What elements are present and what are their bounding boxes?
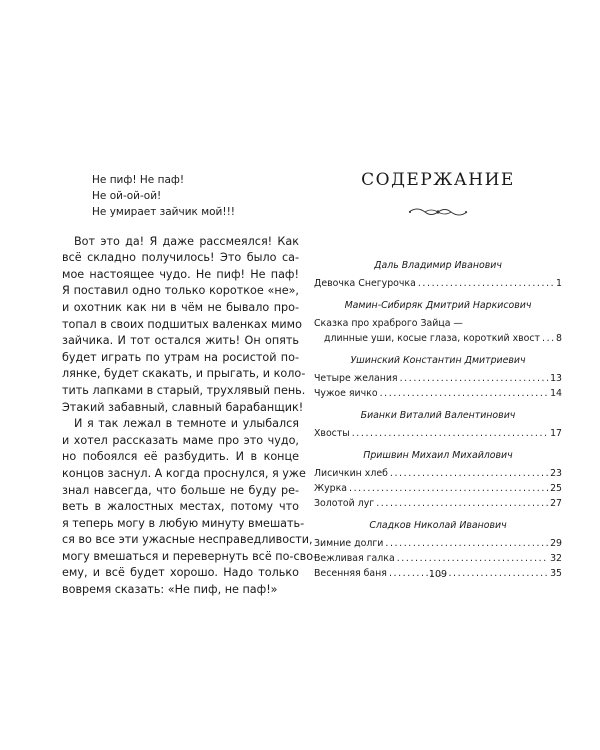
toc-entry[interactable] — [314, 496, 562, 511]
toc-entry-page: 13 — [550, 373, 562, 384]
toc-entry[interactable] — [314, 371, 562, 386]
text-line: будет играть по утрам на росистой по- — [62, 350, 299, 364]
toc-entry-page: 1 — [556, 278, 562, 289]
toc-entry-page: 14 — [550, 388, 562, 399]
toc-entry-title: Журка — [314, 483, 348, 494]
toc-title: СОДЕРЖАНИЕ — [361, 170, 515, 190]
toc-entry-title: длинные уши, косые глаза, короткий хвост — [324, 333, 541, 344]
page-number: 109 — [428, 569, 448, 580]
toc-entry-title: Четыре желания — [314, 373, 398, 384]
toc-entry[interactable] — [314, 331, 562, 346]
toc-leader — [542, 331, 554, 346]
prose — [62, 234, 318, 599]
text-line: Я поставил одно только короткое «не», — [62, 284, 299, 298]
poem-line: Не ой-ой-ой! — [92, 190, 162, 203]
text-line: я теперь могу в любую минуту вмешать- — [62, 516, 305, 530]
toc-entry[interactable] — [314, 551, 562, 566]
toc-entry[interactable] — [314, 426, 562, 441]
toc-leader — [352, 426, 548, 441]
toc-author: Сладков Николай Иванович — [369, 520, 507, 531]
text-line: лянке, будет скакать, и прыгать, и колo- — [62, 367, 306, 381]
toc-entry-title: Вежливая галка — [314, 553, 395, 564]
paragraph — [62, 416, 318, 599]
text-line: ему, и всё будет хорошо. Надо только — [62, 566, 299, 580]
toc-entry-title: Хвосты — [314, 428, 350, 439]
text-line: тить лапками в старый, трухлявый пень. — [62, 383, 306, 397]
toc-entry[interactable] — [314, 386, 562, 401]
poem — [92, 172, 299, 221]
text-line: Вот это да! Я даже рассмеялся! Как — [74, 234, 299, 248]
text-line: знал навсегда, что больше не буду ре- — [62, 483, 299, 497]
toc-leader — [400, 371, 548, 386]
poem-line: Не умирает зайчик мой!!! — [92, 206, 236, 219]
toc-leader — [380, 386, 548, 401]
toc-leader — [349, 481, 548, 496]
toc-leader — [390, 466, 548, 481]
poem-line: Не пиф! Не паф! — [92, 174, 185, 186]
toc-entry[interactable] — [314, 536, 562, 551]
ornament-icon — [407, 204, 469, 220]
toc-leader — [418, 276, 554, 291]
right-page — [314, 170, 562, 581]
toc-entry-page: 29 — [550, 538, 562, 549]
toc-entry-title: Девочка Снегурочка — [314, 278, 416, 289]
toc-author: Бианки Виталий Валентинович — [360, 410, 516, 421]
toc-entry-page: 35 — [550, 568, 562, 579]
text-line: и охотник как ни в чём не бывало про- — [62, 300, 299, 314]
toc-entry-page: 32 — [550, 553, 562, 564]
text-line: И я так лежал в темноте и улыбался — [74, 417, 299, 431]
left-page — [62, 172, 318, 599]
toc-entry-page: 27 — [550, 498, 562, 509]
toc-entry[interactable] — [314, 481, 562, 496]
paragraph — [62, 234, 306, 417]
toc-entry-title: Зимние долги — [314, 538, 384, 549]
toc-leader — [397, 551, 548, 566]
text-line: вовремя сказать: «Не пиф, не паф!» — [62, 583, 278, 597]
text-line: ся во все эти ужасные несправедливости, — [62, 533, 313, 547]
toc-leader — [376, 496, 548, 511]
toc-entry-page: 25 — [550, 483, 562, 494]
text-line: веть в жалостных местах, потому что — [62, 500, 299, 514]
toc-entry-title: Золотой луг — [314, 498, 375, 509]
text-line: концов заснул. А когда проснулся, я уже — [62, 466, 306, 480]
toc-entry-title: Лисичкин хлеб — [314, 468, 388, 479]
text-line: всё складно получилось! Это было са- — [62, 251, 299, 265]
toc-author: Пришвин Михаил Михайлович — [363, 450, 513, 461]
text-line: и хотел рассказать маме про это чудо, — [62, 433, 299, 447]
text-line: мое настоящее чудо. Не пиф! Не паф! — [62, 267, 299, 281]
toc-author: Мамин-Сибиряк Дмитрий Наркисович — [344, 300, 532, 311]
toc-author: Даль Владимир Иванович — [374, 260, 502, 271]
table-of-contents — [314, 260, 562, 581]
toc-entry-page: 8 — [556, 333, 562, 344]
toc-entry-title-line1[interactable]: Сказка про храброго Зайца — — [314, 318, 463, 329]
text-line: могу вмешаться и перевернуть всё по-сво- — [62, 549, 318, 563]
text-line: топал в своих подшитых валенках мимо — [62, 317, 302, 331]
text-line: но побоялся её разбудить. И в конце — [62, 450, 299, 464]
toc-leader — [385, 536, 548, 551]
toc-author: Ушинский Константин Дмитриевич — [350, 355, 526, 366]
toc-entry-page: 23 — [550, 468, 562, 479]
text-line: Этакий забавный, славный барабанщик! — [62, 400, 304, 414]
toc-entry[interactable] — [314, 276, 562, 291]
toc-entry-title: Весенняя баня — [314, 568, 387, 579]
toc-entry-title: Чужое яичко — [314, 388, 378, 399]
text-line: зайчика. И тот остался жить! Он опять — [62, 334, 299, 348]
toc-entry[interactable] — [314, 466, 562, 481]
toc-entry-page: 17 — [550, 428, 562, 439]
